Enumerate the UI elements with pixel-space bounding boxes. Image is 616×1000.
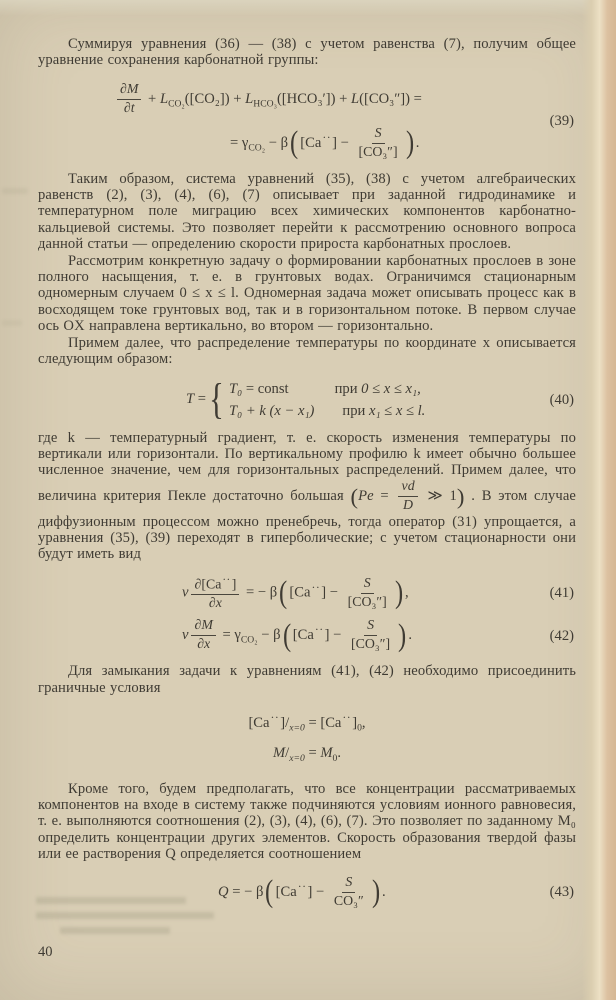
math-term: , (361, 714, 366, 731)
math-operator: = (194, 391, 207, 408)
page-number: 40 (38, 944, 53, 960)
case-row (229, 400, 425, 422)
cases-group (186, 374, 426, 423)
case-condition (335, 378, 421, 400)
math-operator: − β (265, 134, 289, 151)
math-operator: + (144, 90, 160, 107)
math-term: ] (352, 714, 358, 731)
equation-number: (41) (549, 584, 574, 601)
left-paren: ( (279, 574, 288, 611)
condition-math: x₁ ≤ x ≤ l. (368, 402, 426, 419)
paragraph-intro (38, 36, 576, 69)
fraction (191, 618, 215, 653)
ion-dots: ·· (314, 623, 324, 637)
math-term: ] − (324, 627, 346, 644)
paragraph-text: Суммируя уравнения (36) — (38) с учетом равенства (7), получим общее уравнение сохранения карбонатной группы: (38, 36, 576, 69)
math-term: [Ca (292, 627, 314, 644)
fraction-numerator: vd (398, 479, 417, 497)
math-term: = [Ca (304, 714, 342, 731)
case-row (229, 378, 425, 400)
case-rows (229, 378, 425, 422)
fraction-numerator: S (372, 126, 385, 144)
equation-number: (42) (549, 627, 574, 644)
fraction-denominator: [CO₃″] (347, 594, 387, 610)
fraction-denominator: [CO₃″] (351, 637, 391, 653)
ion-dots: ·· (322, 130, 332, 144)
math-term: . (337, 744, 341, 761)
equation-39 (38, 82, 576, 161)
math-term: . (381, 883, 386, 900)
math-term: = γ (218, 627, 241, 644)
math-term: ] (231, 577, 237, 593)
equation-42-line (182, 618, 576, 653)
equation-40-line (186, 374, 576, 423)
left-brace: { (209, 374, 224, 423)
math-operator: = − β (228, 883, 264, 900)
math-operator: = (373, 487, 396, 504)
ion-dots: ·· (342, 711, 352, 725)
paragraph (38, 781, 576, 863)
equation-number: (39) (549, 113, 574, 130)
math-symbol: L (351, 90, 360, 107)
ion-dots: ·· (311, 580, 321, 594)
math-symbol: Pe (358, 487, 374, 504)
math-operator: = − β (242, 584, 278, 601)
math-symbol: T (186, 391, 195, 408)
equation-40 (38, 374, 576, 423)
math-subscript: CO₂ (168, 98, 185, 110)
left-paren: ( (282, 617, 291, 653)
condition-word: при (334, 380, 362, 397)
fraction (348, 618, 393, 653)
math-term: . (408, 627, 412, 644)
paragraph-text: Примем далее, что распределение температуры по координате x описывается следующим образом: (38, 334, 576, 368)
paragraph (38, 335, 576, 368)
math-term: [Ca (289, 584, 311, 601)
math-symbol: M (273, 744, 286, 761)
paragraph (38, 171, 576, 253)
math-term: , (404, 584, 409, 601)
ion-dots: ·· (270, 711, 280, 725)
math-subscript: 0 (332, 752, 338, 764)
math-subscript: x=0 (289, 722, 305, 734)
math-subscript: CO₂ (248, 142, 266, 154)
equation-39-line-1 (114, 82, 576, 117)
math-term: ≫ 1 (420, 487, 457, 504)
math-term: ([CO₂]) + (184, 90, 246, 107)
paragraph-text: где k — температурный градиент, т. е. скорость изменения температуры по вертикали или горизонтали. По вертикальному профилю k имеет обычно большее численное значение, чем для горизонтальных распределений. Примем далее, что величина критерия Пекле достаточно большая (38, 429, 576, 504)
condition-math: 0 ≤ x ≤ x₁, (361, 380, 421, 397)
math-term: [Ca (248, 714, 270, 731)
math-term: / (285, 744, 290, 761)
math-term: . (415, 134, 420, 151)
fraction (331, 875, 367, 910)
fraction-denominator: ∂x (197, 637, 211, 653)
condition-word: при (342, 402, 369, 419)
fraction (191, 574, 239, 612)
math-symbol: Q (218, 883, 229, 900)
math-term: = const (242, 380, 289, 397)
math-term: ([HCO₃′]) + (276, 90, 351, 107)
fraction-numerator: ∂M (191, 618, 215, 636)
math-symbol: L (159, 90, 169, 107)
math-symbol: T₀ (229, 380, 243, 397)
left-paren: ( (350, 483, 359, 509)
equation-43 (38, 875, 576, 910)
fraction-denominator: CO₃″ (333, 893, 364, 909)
equation-39-line-2 (230, 126, 576, 161)
paragraph-text: Таким образом, система уравнений (35), (38) с учетом алгебраических равенств (2), (3), (4), (6), (7) описывает при заданной гидродинамике и температурном поле миграцию всех химических компонентов карбонатно-кальциевой системы. Это позволяет перейти к рассмотрению основного вопроса данной статьи — определению скорости прироста карбонатных прослоев. (38, 170, 576, 253)
boundary-condition-2 (38, 741, 576, 771)
math-term: ] − (307, 883, 328, 900)
fraction-numerator: ∂M (117, 82, 141, 100)
math-term: ]/ (280, 714, 290, 731)
paragraph (38, 663, 576, 696)
paragraph-text: Для замыкания задачи к уравнениям (41), (42) необходимо присоединить граничные условия (38, 663, 576, 696)
math-term: [Ca (300, 134, 322, 151)
math-symbol: M (320, 744, 333, 761)
math-term: ([CO₃″]) = (359, 90, 422, 107)
math-term: = γ (230, 134, 249, 151)
math-operator: = (304, 744, 321, 761)
paragraph-text: Рассмотрим конкретную задачу о формировании карбонатных прослоев в зоне полного насыщения, т. е. в грунтовых водах. Ограничимся стационарным одномерным случаем 0 ≤ x ≤ l. Одномерная задача может описывать процесс как в восходящем токе грунтовых вод, так и в горизонтальном потоке. В первом случае ось OX направлена вертикально, во втором — горизонтально. (38, 252, 576, 335)
fraction-denominator: ∂t (123, 100, 135, 116)
right-paren: ) (371, 873, 380, 910)
equation-43-line (218, 875, 576, 910)
equation-number: (43) (549, 883, 574, 900)
paragraph-text: Кроме того, будем предполагать, что все концентрации рассматриваемых компонентов на входе в систему также подчиняются условиям ионного равновесия, т. е. выполняются соотношения (2), (3), (4), (6), (7). Это позволяет по заданному M₀ определить концентрации других элементов. Скорость образования твердой фазы или ее растворения Q определяется соотношением (38, 780, 576, 863)
math-term: ∂[Ca (194, 577, 222, 593)
fraction (355, 126, 400, 161)
math-symbol: L (245, 90, 254, 107)
fraction-numerator: S (361, 576, 374, 594)
fraction-denominator: [CO₃″] (358, 144, 398, 160)
math-operator: − β (257, 627, 281, 644)
math-subscript: 0 (357, 722, 362, 734)
fraction (117, 82, 141, 117)
math-term: ] − (332, 134, 353, 151)
equation-41-line (182, 574, 576, 612)
right-paren: ) (394, 574, 403, 611)
left-paren: ( (290, 124, 299, 161)
equation-42 (38, 618, 576, 653)
math-symbol: v (182, 584, 189, 601)
boundary-condition-1 (38, 706, 576, 741)
fraction (398, 479, 417, 514)
math-term: ] − (321, 584, 342, 601)
fraction-denominator: D (403, 497, 414, 513)
math-subscript: x=0 (289, 752, 305, 764)
ion-dots: ·· (297, 879, 307, 893)
ion-dots: ·· (222, 573, 231, 586)
right-paren: ) (456, 483, 465, 509)
math-subscript: CO₂ (240, 634, 258, 646)
paragraph (38, 430, 576, 563)
math-symbol: v (182, 627, 189, 644)
equation-41 (38, 574, 576, 612)
right-paren: ) (405, 124, 414, 161)
fraction (345, 576, 390, 611)
boundary-conditions (38, 706, 576, 771)
fraction-numerator: S (342, 875, 355, 893)
fraction-denominator: ∂x (208, 596, 222, 612)
right-paren: ) (398, 617, 407, 653)
equation-number: (40) (549, 391, 574, 408)
math-term: T₀ + k (x − x₁) (229, 402, 315, 419)
math-term: [Ca (275, 883, 297, 900)
paragraph-text: . В этом случае диффузионным процессом можно пренебречь, тогда оператор (31) упрощается, а уравнения (35), (39) переходят в гиперболические; с учетом стационарности они будут иметь вид (38, 487, 576, 563)
left-paren: ( (265, 873, 274, 910)
fraction-numerator: S (364, 618, 377, 636)
fraction-numerator (191, 574, 239, 596)
paragraph (38, 253, 576, 335)
math-subscript: HCO₃ (253, 98, 277, 110)
case-condition (342, 400, 425, 422)
